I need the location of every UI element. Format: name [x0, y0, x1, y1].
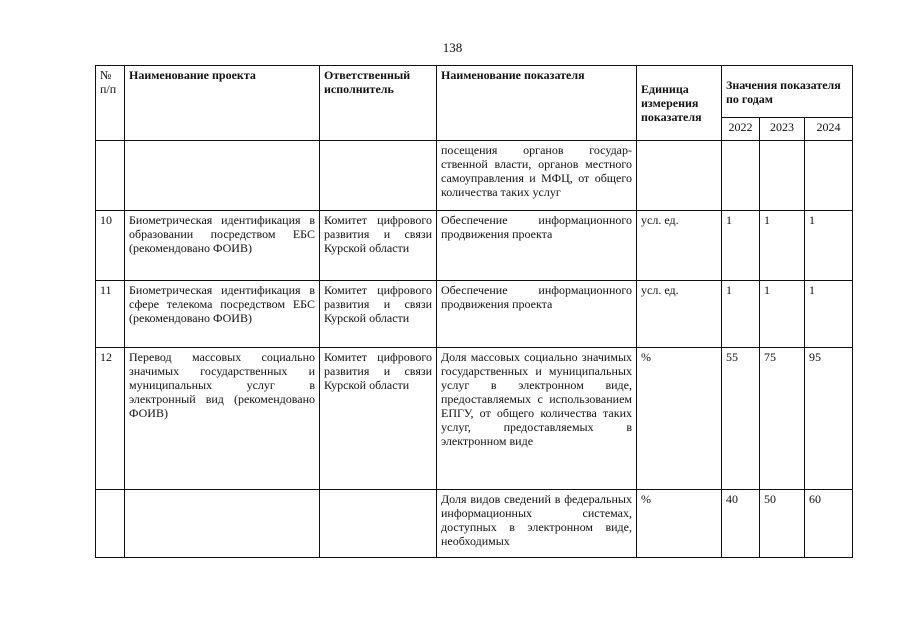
- row-value-2022: 1: [722, 211, 760, 281]
- row-value-2024: [805, 141, 853, 211]
- row-responsible: Комитет цифрового развития и связи Курской области: [320, 281, 437, 348]
- header-row: [96, 66, 853, 118]
- row-project: Биометрическая идентификация в сфере телекома посредством ЕБС (рекомендовано ФОИВ): [125, 281, 320, 348]
- row-value-2022: 40: [722, 490, 760, 558]
- row-num: [96, 490, 125, 558]
- page-number: 138: [442, 40, 463, 55]
- header-year-2024: 2024: [805, 118, 853, 141]
- table-row: [96, 490, 853, 558]
- row-responsible: [320, 490, 437, 558]
- row-indicator: посещения органов государ-ственной власти, органов местного самоуправления и МФЦ, от общего количества таких услуг: [437, 141, 637, 211]
- row-unit: усл. ед.: [637, 281, 722, 348]
- row-value-2024: 1: [805, 281, 853, 348]
- header-values: Значения показателя по годам: [722, 66, 853, 118]
- row-project: Биометрическая идентификация в образовании посредством ЕБС (рекомендовано ФОИВ): [125, 211, 320, 281]
- row-value-2024: 60: [805, 490, 853, 558]
- table-row: [96, 281, 853, 348]
- header-year-2022: 2022: [722, 118, 760, 141]
- row-value-2023: 1: [760, 211, 805, 281]
- row-unit: %: [637, 490, 722, 558]
- row-unit: [637, 141, 722, 211]
- row-num: 10: [96, 211, 125, 281]
- header-unit: Единица измерения показателя: [637, 66, 722, 141]
- row-project: [125, 490, 320, 558]
- row-num: 11: [96, 281, 125, 348]
- row-unit: %: [637, 348, 722, 490]
- header-year-2023: 2023: [760, 118, 805, 141]
- row-value-2023: 50: [760, 490, 805, 558]
- row-responsible: [320, 141, 437, 211]
- row-value-2023: [760, 141, 805, 211]
- row-responsible: Комитет цифрового развития и связи Курской области: [320, 348, 437, 490]
- row-indicator: Доля видов сведений в федеральных информационных системах, доступных в электронном виде, необходимых: [437, 490, 637, 558]
- row-num: 12: [96, 348, 125, 490]
- row-indicator: Обеспечение информационного продвижения проекта: [437, 211, 637, 281]
- row-value-2023: 75: [760, 348, 805, 490]
- row-value-2022: 55: [722, 348, 760, 490]
- row-value-2022: 1: [722, 281, 760, 348]
- row-unit: усл. ед.: [637, 211, 722, 281]
- indicators-table: [95, 65, 853, 558]
- table-row: [96, 348, 853, 490]
- header-num: № п/п: [96, 66, 125, 141]
- row-responsible: Комитет цифрового развития и связи Курской области: [320, 211, 437, 281]
- header-responsible: Ответственный исполнитель: [320, 66, 437, 141]
- row-value-2024: 95: [805, 348, 853, 490]
- header-indicator: Наименование показателя: [437, 66, 637, 141]
- row-indicator: Доля массовых социально значимых государственных и муниципальных услуг в электронном виде, предоставляемых с использованием ЕПГУ, от общего количества таких услуг, предоставляемых в электронном виде: [437, 348, 637, 490]
- row-value-2023: 1: [760, 281, 805, 348]
- row-num: [96, 141, 125, 211]
- table-row: [96, 141, 853, 211]
- table-row: [96, 211, 853, 281]
- row-value-2024: 1: [805, 211, 853, 281]
- header-project: Наименование проекта: [125, 66, 320, 141]
- row-indicator: Обеспечение информационного продвижения проекта: [437, 281, 637, 348]
- row-project: Перевод массовых социально значимых государственных и муниципальных услуг в электронный вид (рекомендовано ФОИВ): [125, 348, 320, 490]
- row-project: [125, 141, 320, 211]
- row-value-2022: [722, 141, 760, 211]
